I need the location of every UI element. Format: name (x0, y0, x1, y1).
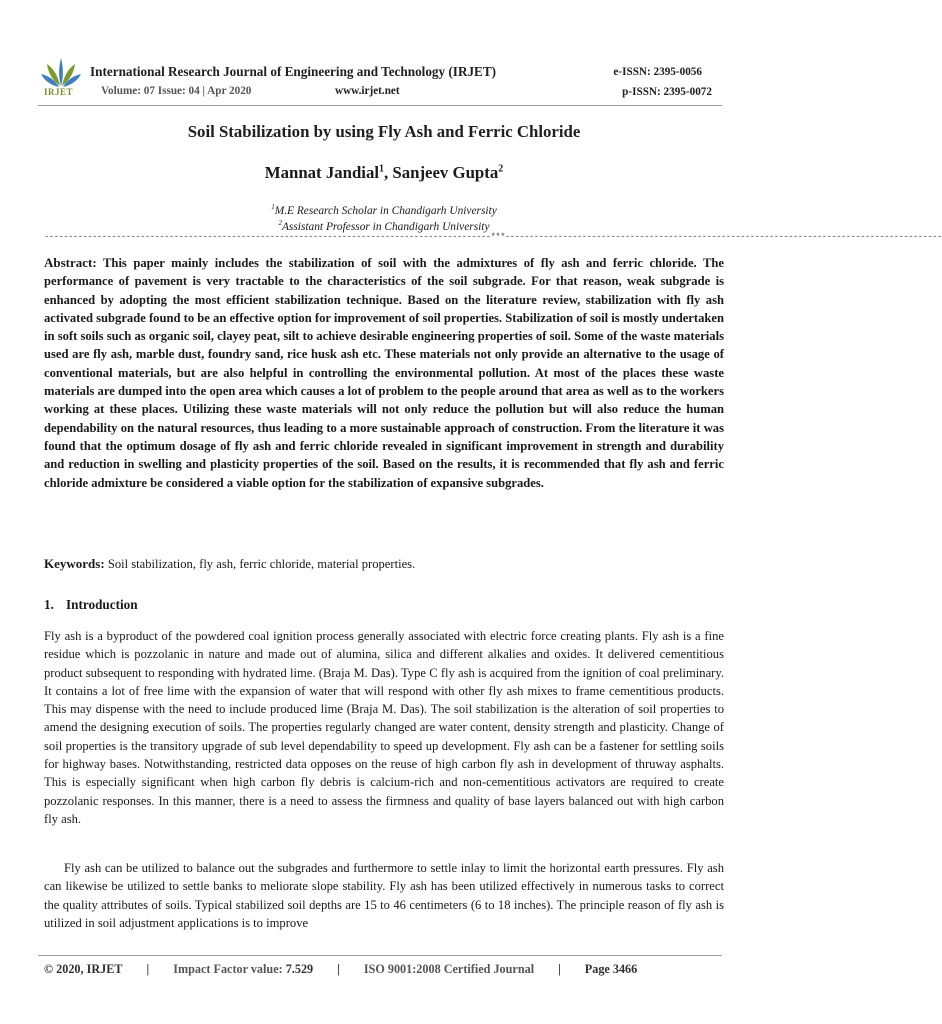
footer-pipe: | (146, 962, 150, 976)
footer-iso: ISO 9001:2008 Certified Journal (363, 962, 535, 976)
author-1: Mannat Jandial (264, 163, 379, 182)
affiliation-2 (0, 219, 768, 233)
eissn: e-ISSN: 2395-0056 (613, 66, 702, 78)
authors (0, 163, 768, 183)
logo-wordmark: IRJET (44, 87, 74, 97)
footer-impact-label: Impact Factor value: (173, 962, 286, 976)
affiliation-2-sup: 2 (278, 219, 282, 227)
page-footer (44, 962, 637, 977)
author-separator: , (384, 163, 393, 182)
pissn: p-ISSN: 2395-0072 (622, 86, 712, 98)
intro-paragraph-1: Fly ash is a byproduct of the powdered coal ignition process generally associated with electric force creating plants. Fly ash is a fine residue which is pozzolanic in nature and made out of alumina, silica and different alkalies and oxides. It delivered cementitious product subsequent to responding with hydrated lime. (Braja M. Das). Type C fly ash is acquired from the ignition of coal preliminary. It contains a lot of free lime with the expansion of water that will respond with other fly ash mixes to frame cementitious products. This may dispense with the need to include produced lime (Braja M. Das). The soil stabilization is the alteration of soil properties to amend the designing execution of soils. The properties regularly changed are water content, density strength and plasticity. Change of soil properties is the transitory upgrade of sub level dependability to speed up development. Fly ash can be a fastener for settling soils for highway bases. Notwithstanding, restricted data opposes on the reuse of high carbon fly ash in development of thruway asphalts. This is especially significant when high carbon fly debris is calcium-rich and non-cementitious activators are required to create pozzolanic responses. In this manner, there is a need to assess the firmness and quality of base layers balanced out with high carbon fly ash. (44, 629, 724, 826)
volume-issue: Volume: 07 Issue: 04 | Apr 2020 (101, 85, 252, 97)
author-2: Sanjeev Gupta (392, 163, 499, 182)
affiliation-1-sup: 1 (271, 203, 275, 211)
abstract-label: Abstract: (44, 255, 97, 270)
intro-paragraph-2: Fly ash can be utilized to balance out the subgrades and furthermore to settle inlay to limit the horizontal earth pressures. Fly ash can likewise be utilized to settle banks to meliorate slope stability. Fly ash has been utilized effectively in numerous tasks to correct the quality attributes of soils. Typical stabilized soil depths are 15 to 46 centimeters (6 to 18 inches). The principle reason of fly ash is utilized in soil adjustment applications is to improve (44, 861, 724, 930)
keywords-text: Soil stabilization, fly ash, ferric chloride, material properties. (104, 557, 416, 571)
header-divider (38, 105, 722, 106)
footer-divider (38, 955, 722, 956)
keywords (44, 555, 724, 573)
section-heading-introduction (44, 597, 138, 613)
paper-title: Soil Stabilization by using Fly Ash and Ferric Chloride (187, 122, 581, 141)
author-2-sup: 2 (498, 163, 504, 175)
section-number: 1. (44, 597, 54, 612)
journal-website-link[interactable]: www.irjet.net (335, 85, 400, 97)
abstract (44, 254, 724, 492)
affiliation-1-text: M.E Research Scholar in Chandigarh University (274, 204, 497, 217)
footer-impact-value: 7.529 (285, 962, 314, 976)
footer-page-number: Page 3466 (584, 962, 638, 976)
footer-copyright: © 2020, IRJET (44, 962, 123, 976)
footer-pipe: | (337, 962, 340, 976)
affiliation-2-text: Assistant Professor in Chandigarh University (281, 220, 490, 233)
keywords-label: Keywords: (44, 556, 105, 571)
author-1-sup: 1 (379, 163, 384, 175)
abstract-text: This paper mainly includes the stabilization of soil with the admixtures of fly ash and ferric chloride. The performance of pavement is very tractable to the characteristics of the soil subgrade. For that reason, weak subgrade is enhanced by adopting the most efficient stabilization technique. Based on the literature review, stabilization with fly ash activated subgrade found to be an effective option for improvement of soil properties. Stabilization of soil is mostly undertaken in soft soils such as organic soil, clayey peat, silt to achieve desirable engineering properties of soil. Some of the waste materials used are fly ash, marble dust, foundry sand, rice husk ash etc. These materials not only provide an alternative to the usage of conventional materials, but are also helpful in controlling the environmental pollution. At most of the places these waste materials are dumped into the open area which causes a lot of problem to the people around that area as well as to the workers working at these places. Utilizing these waste materials will not only reduce the pollution but will also reduce the human dependability on the natural resources, thus leading to a more sustainable approach of construction. From the literature it was found that the optimum dosage of fly ash and ferric chloride revealed in significant improvement in strength and durability and reduction in swelling and plasticity properties of the soil. Based on the results, it is recommended that fly ash and ferric chloride admixture be considered a viable option for the stabilization of expansive subgrades. (44, 256, 724, 490)
affiliation-1 (0, 203, 768, 217)
title-separator: ---------------------------------------------------------------------------------------------***------------------------------------------------------------------------------------------- (44, 232, 942, 242)
journal-name: International Research Journal of Engineering and Technology (IRJET) (90, 64, 497, 79)
footer-pipe: | (558, 962, 561, 976)
section-title: Introduction (66, 597, 138, 612)
